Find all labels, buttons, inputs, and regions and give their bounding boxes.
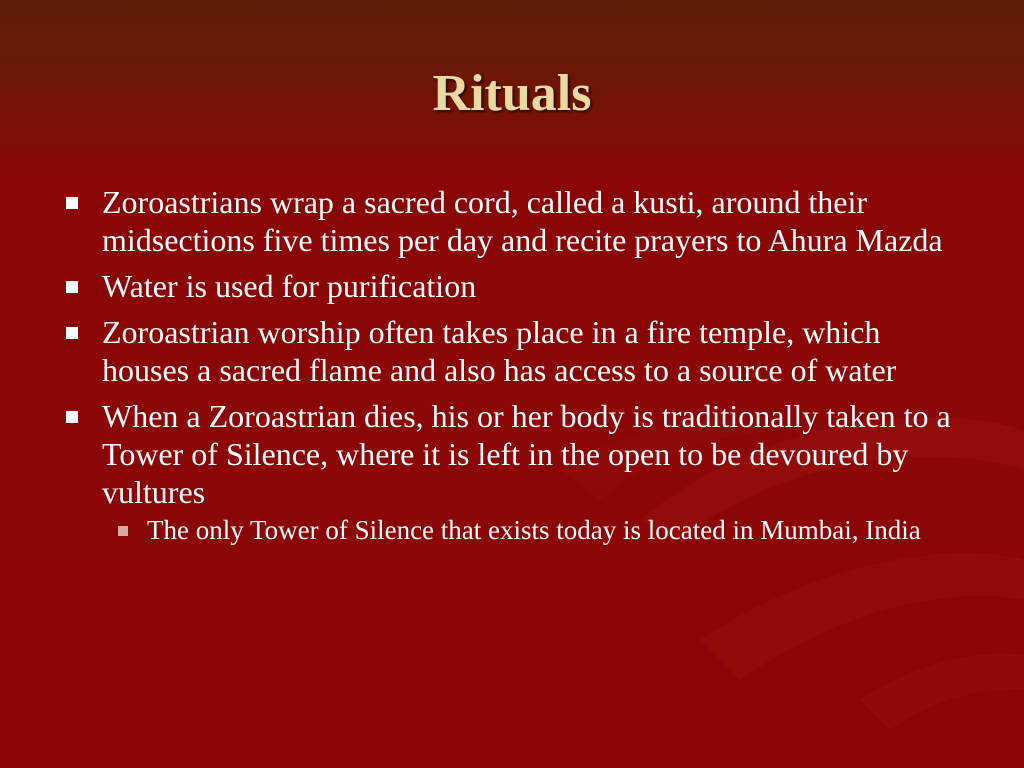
- bullet-item: [62, 267, 972, 305]
- sub-bullet-text: The only Tower of Silence that exists today is located in Mumbai, India: [147, 515, 921, 545]
- slide-title: Rituals: [432, 65, 592, 122]
- bullet-list: [62, 183, 972, 554]
- square-sub-bullet-icon: [118, 526, 128, 536]
- square-bullet-icon: [66, 197, 78, 209]
- bullet-item: [62, 313, 972, 389]
- square-bullet-icon: [66, 281, 78, 293]
- bullet-item: [62, 183, 972, 259]
- square-bullet-icon: [66, 327, 78, 339]
- bullet-text: Water is used for purification: [102, 268, 477, 304]
- bullet-text: Zoroastrian worship often takes place in a fire temple, which houses a sacred flame and also has access to a source of water: [102, 314, 897, 388]
- bullet-text: When a Zoroastrian dies, his or her body is traditionally taken to a Tower of Silence, where it is left in the open to be devoured by vultures: [102, 398, 951, 510]
- bullet-item: [62, 397, 972, 546]
- sub-bullet-list: [102, 514, 972, 546]
- bullet-text: Zoroastrians wrap a sacred cord, called a kusti, around their midsections five times per day and recite prayers to Ahura Mazda: [102, 184, 943, 258]
- sub-bullet-item: [102, 514, 972, 546]
- square-bullet-icon: [66, 411, 78, 423]
